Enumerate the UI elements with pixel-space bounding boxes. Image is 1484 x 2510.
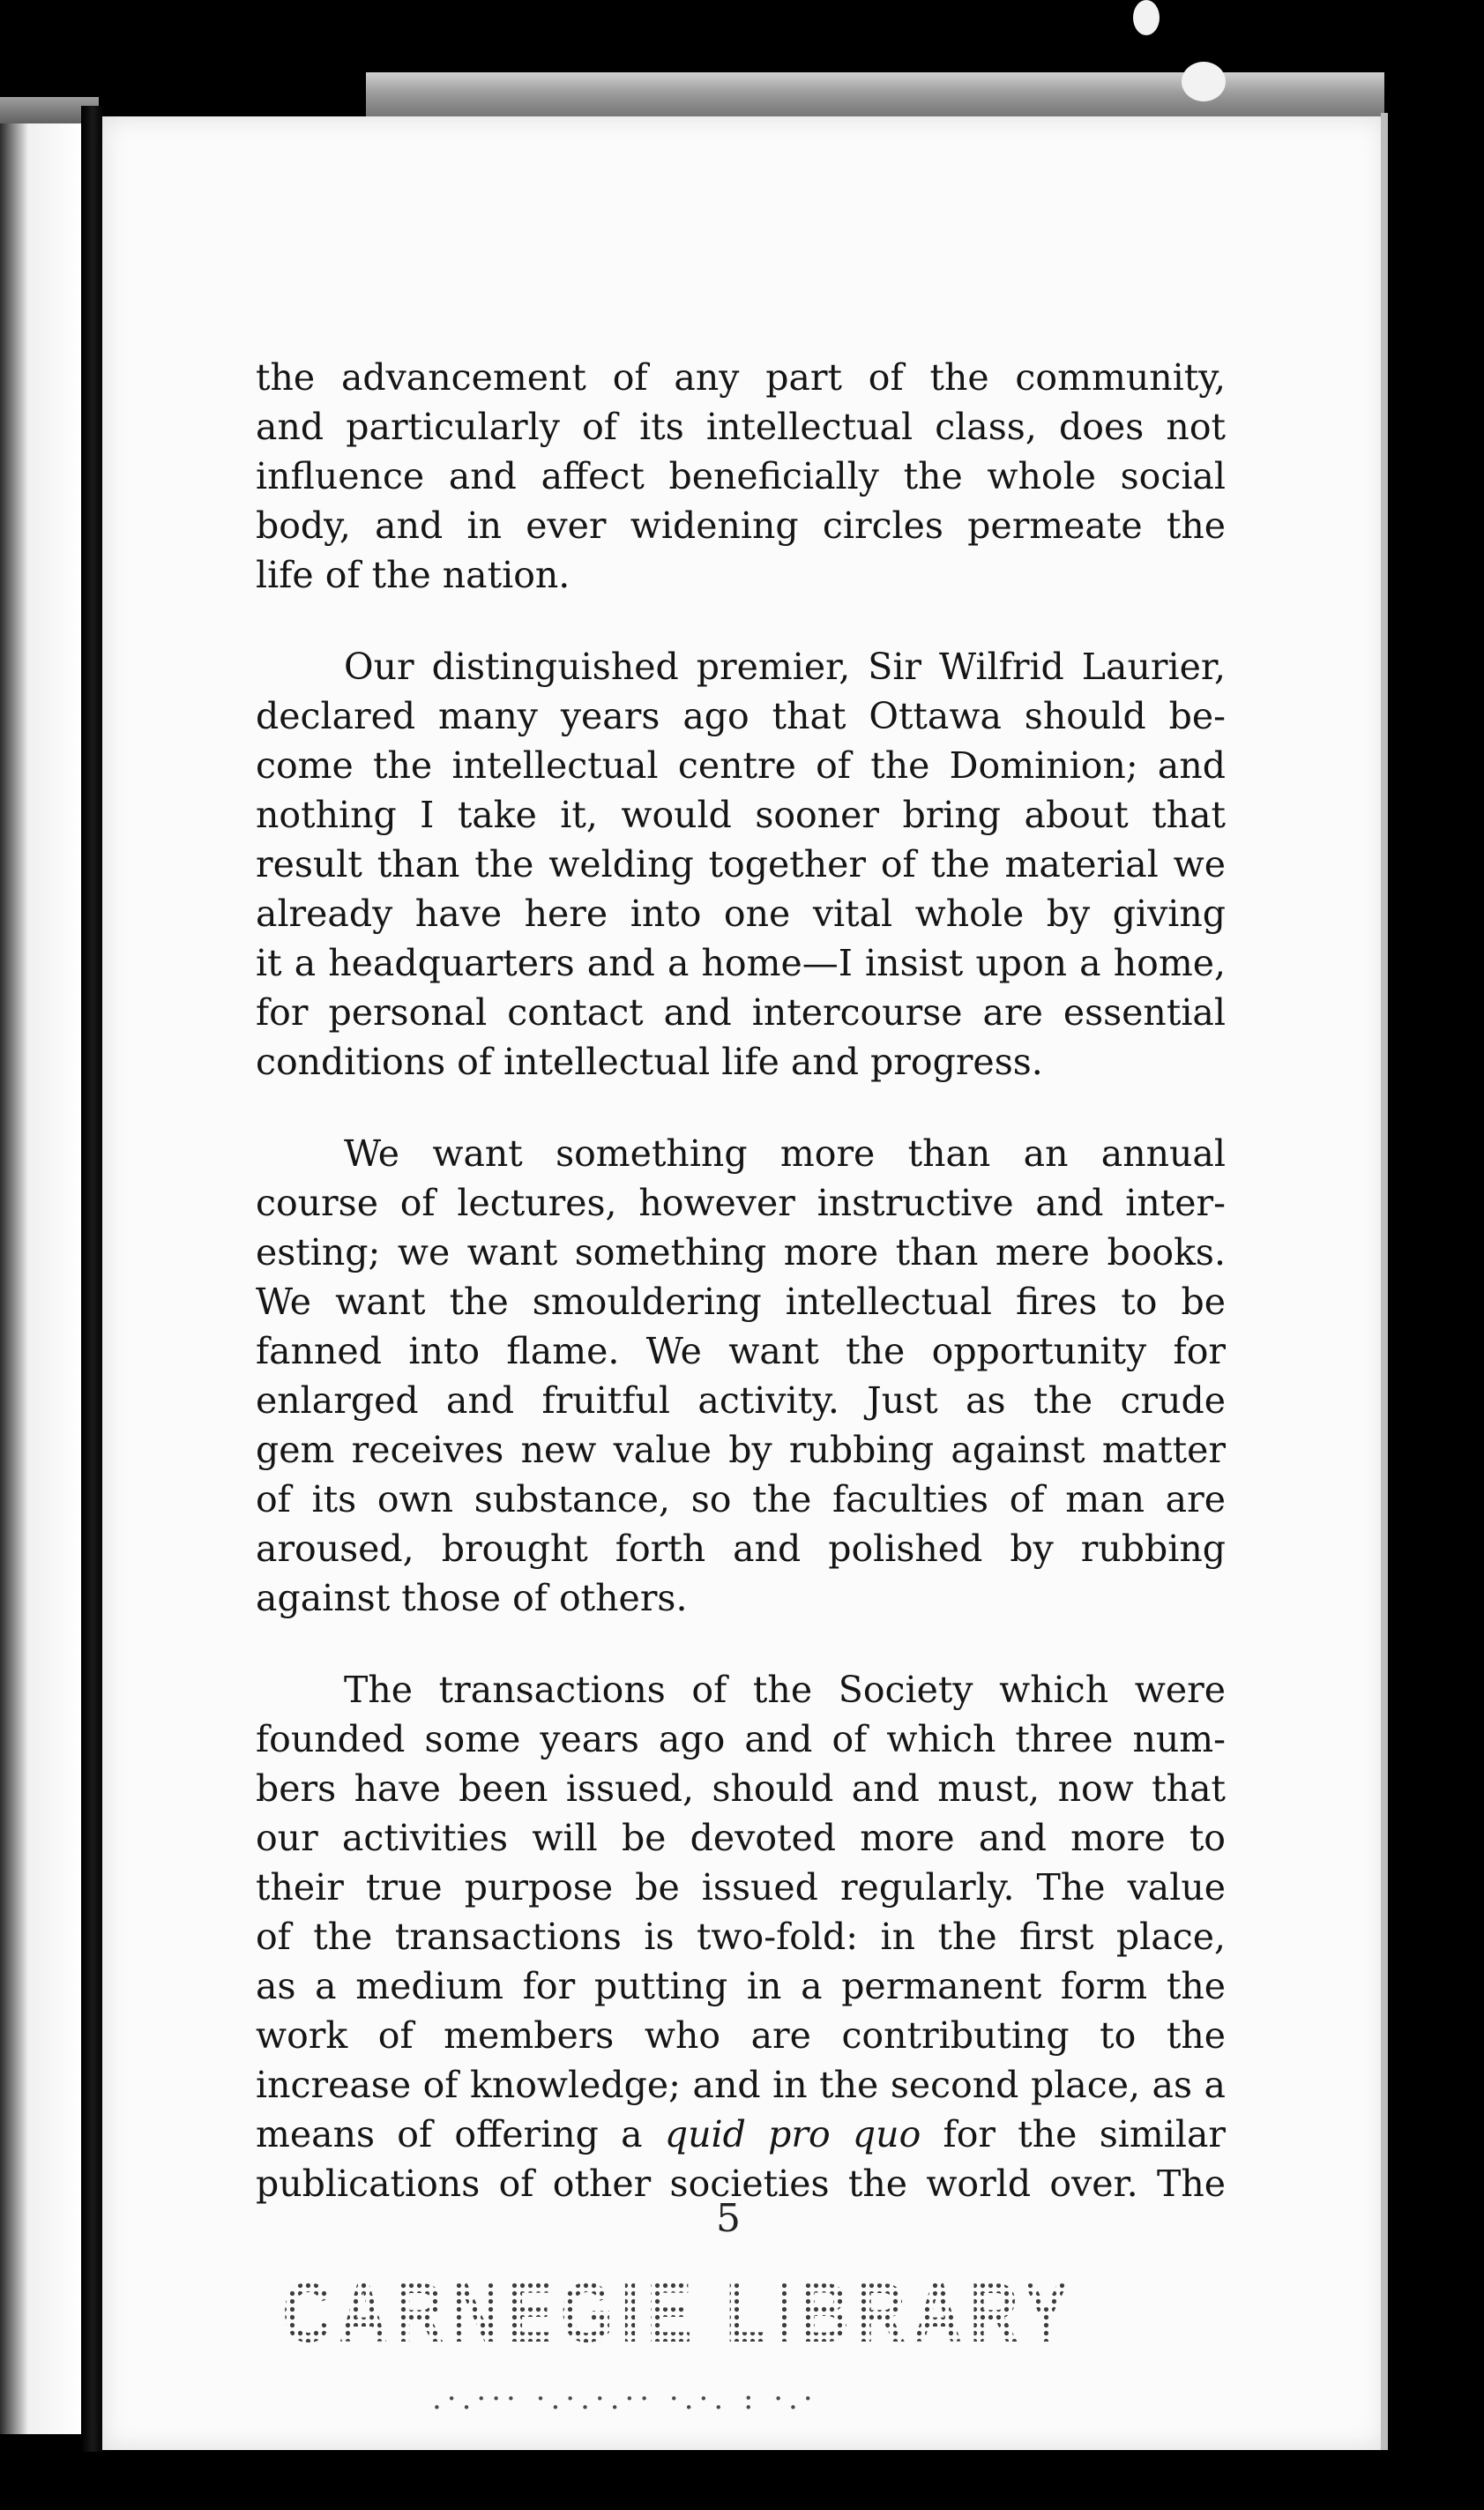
text-line: as a medium for putting in a permanent form the	[256, 1965, 1226, 2007]
text-line: Our distinguished premier, Sir Wilfrid Laurier,	[344, 646, 1226, 688]
text-line: it a headquarters and a home—I insist upon a home,	[256, 942, 1226, 984]
text-line: bers have been issued, should and must, now that	[256, 1767, 1226, 1810]
paragraph-2	[256, 642, 1226, 1087]
text-line: life of the nation.	[256, 554, 570, 596]
body-text	[256, 353, 1226, 2251]
text-line: conditions of intellectual life and progress.	[256, 1041, 1043, 1083]
text-line: work of members who are contributing to the	[256, 2014, 1226, 2057]
paragraph-4	[256, 1665, 1226, 2208]
text-line: body, and in ever widening circles permeate the	[256, 504, 1226, 547]
text-line: against those of others.	[256, 1577, 688, 1619]
text-line: fanned into flame. We want the opportunity for	[256, 1330, 1226, 1372]
text-line: founded some years ago and of which three num-	[256, 1718, 1226, 1760]
text-line: of the transactions is two-fold: in the first place,	[256, 1916, 1226, 1958]
text-line: aroused, brought forth and polished by rubbing	[256, 1528, 1226, 1570]
latin-phrase: quid pro quo	[664, 2113, 921, 2155]
top-edge-strip	[366, 72, 1384, 121]
binding-gutter	[81, 106, 104, 2452]
text-line: course of lectures, however instructive and inter-	[256, 1182, 1226, 1224]
text-line: the advancement of any part of the community,	[256, 356, 1226, 399]
text-line: result than the welding together of the material we	[256, 843, 1226, 885]
perforation-dots: .·.··· ·.·.·.·· ·.·. : ·.·	[432, 2381, 818, 2417]
text-line: our activities will be devoted more and more to	[256, 1817, 1226, 1859]
text-line-head: means of offering a	[256, 2113, 665, 2155]
text-line: already have here into one vital whole by giving	[256, 893, 1226, 935]
library-perforation-stamp	[265, 2258, 1093, 2364]
text-line: of its own substance, so the faculties of man are	[256, 1478, 1226, 1520]
page-right-edge	[1381, 113, 1388, 2450]
page-number: 5	[716, 2196, 742, 2241]
text-line: We want something more than an annual	[344, 1132, 1226, 1175]
paragraph-1	[256, 353, 1226, 600]
text-line: enlarged and fruitful activity. Just as the crude	[256, 1379, 1226, 1422]
text-line: increase of knowledge; and in the second place, as a	[256, 2064, 1226, 2106]
text-line: publications of other societies the world over. The	[256, 2163, 1226, 2205]
text-line-tail: for the similar	[921, 2113, 1226, 2155]
text-line: The transactions of the Society which were	[344, 1669, 1226, 1711]
text-line: gem receives new value by rubbing against matter	[256, 1429, 1226, 1471]
scan-blot	[1182, 62, 1226, 101]
perforated-stamp-svg	[265, 2258, 1093, 2364]
text-line: for personal contact and intercourse are essential	[256, 991, 1226, 1034]
scan-blot	[1133, 0, 1160, 35]
previous-page-edge	[0, 123, 81, 2434]
text-line: nothing I take it, would sooner bring about that	[256, 794, 1226, 836]
paragraph-3	[256, 1129, 1226, 1623]
text-line: their true purpose be issued regularly. The value	[256, 1866, 1226, 1909]
text-line: and particularly of its intellectual class, does not	[256, 406, 1226, 448]
text-line: come the intellectual centre of the Dominion; and	[256, 744, 1226, 787]
text-line: esting; we want something more than mere books.	[256, 1231, 1226, 1274]
text-line: declared many years ago that Ottawa should be-	[256, 695, 1226, 737]
text-line: We want the smouldering intellectual fires to be	[256, 1281, 1226, 1323]
text-line	[256, 2110, 1226, 2159]
svg-text:CARNEGIE LIBRARY: CARNEGIE LIBRARY	[282, 2266, 1076, 2360]
text-line: influence and affect beneficially the whole social	[256, 455, 1226, 497]
